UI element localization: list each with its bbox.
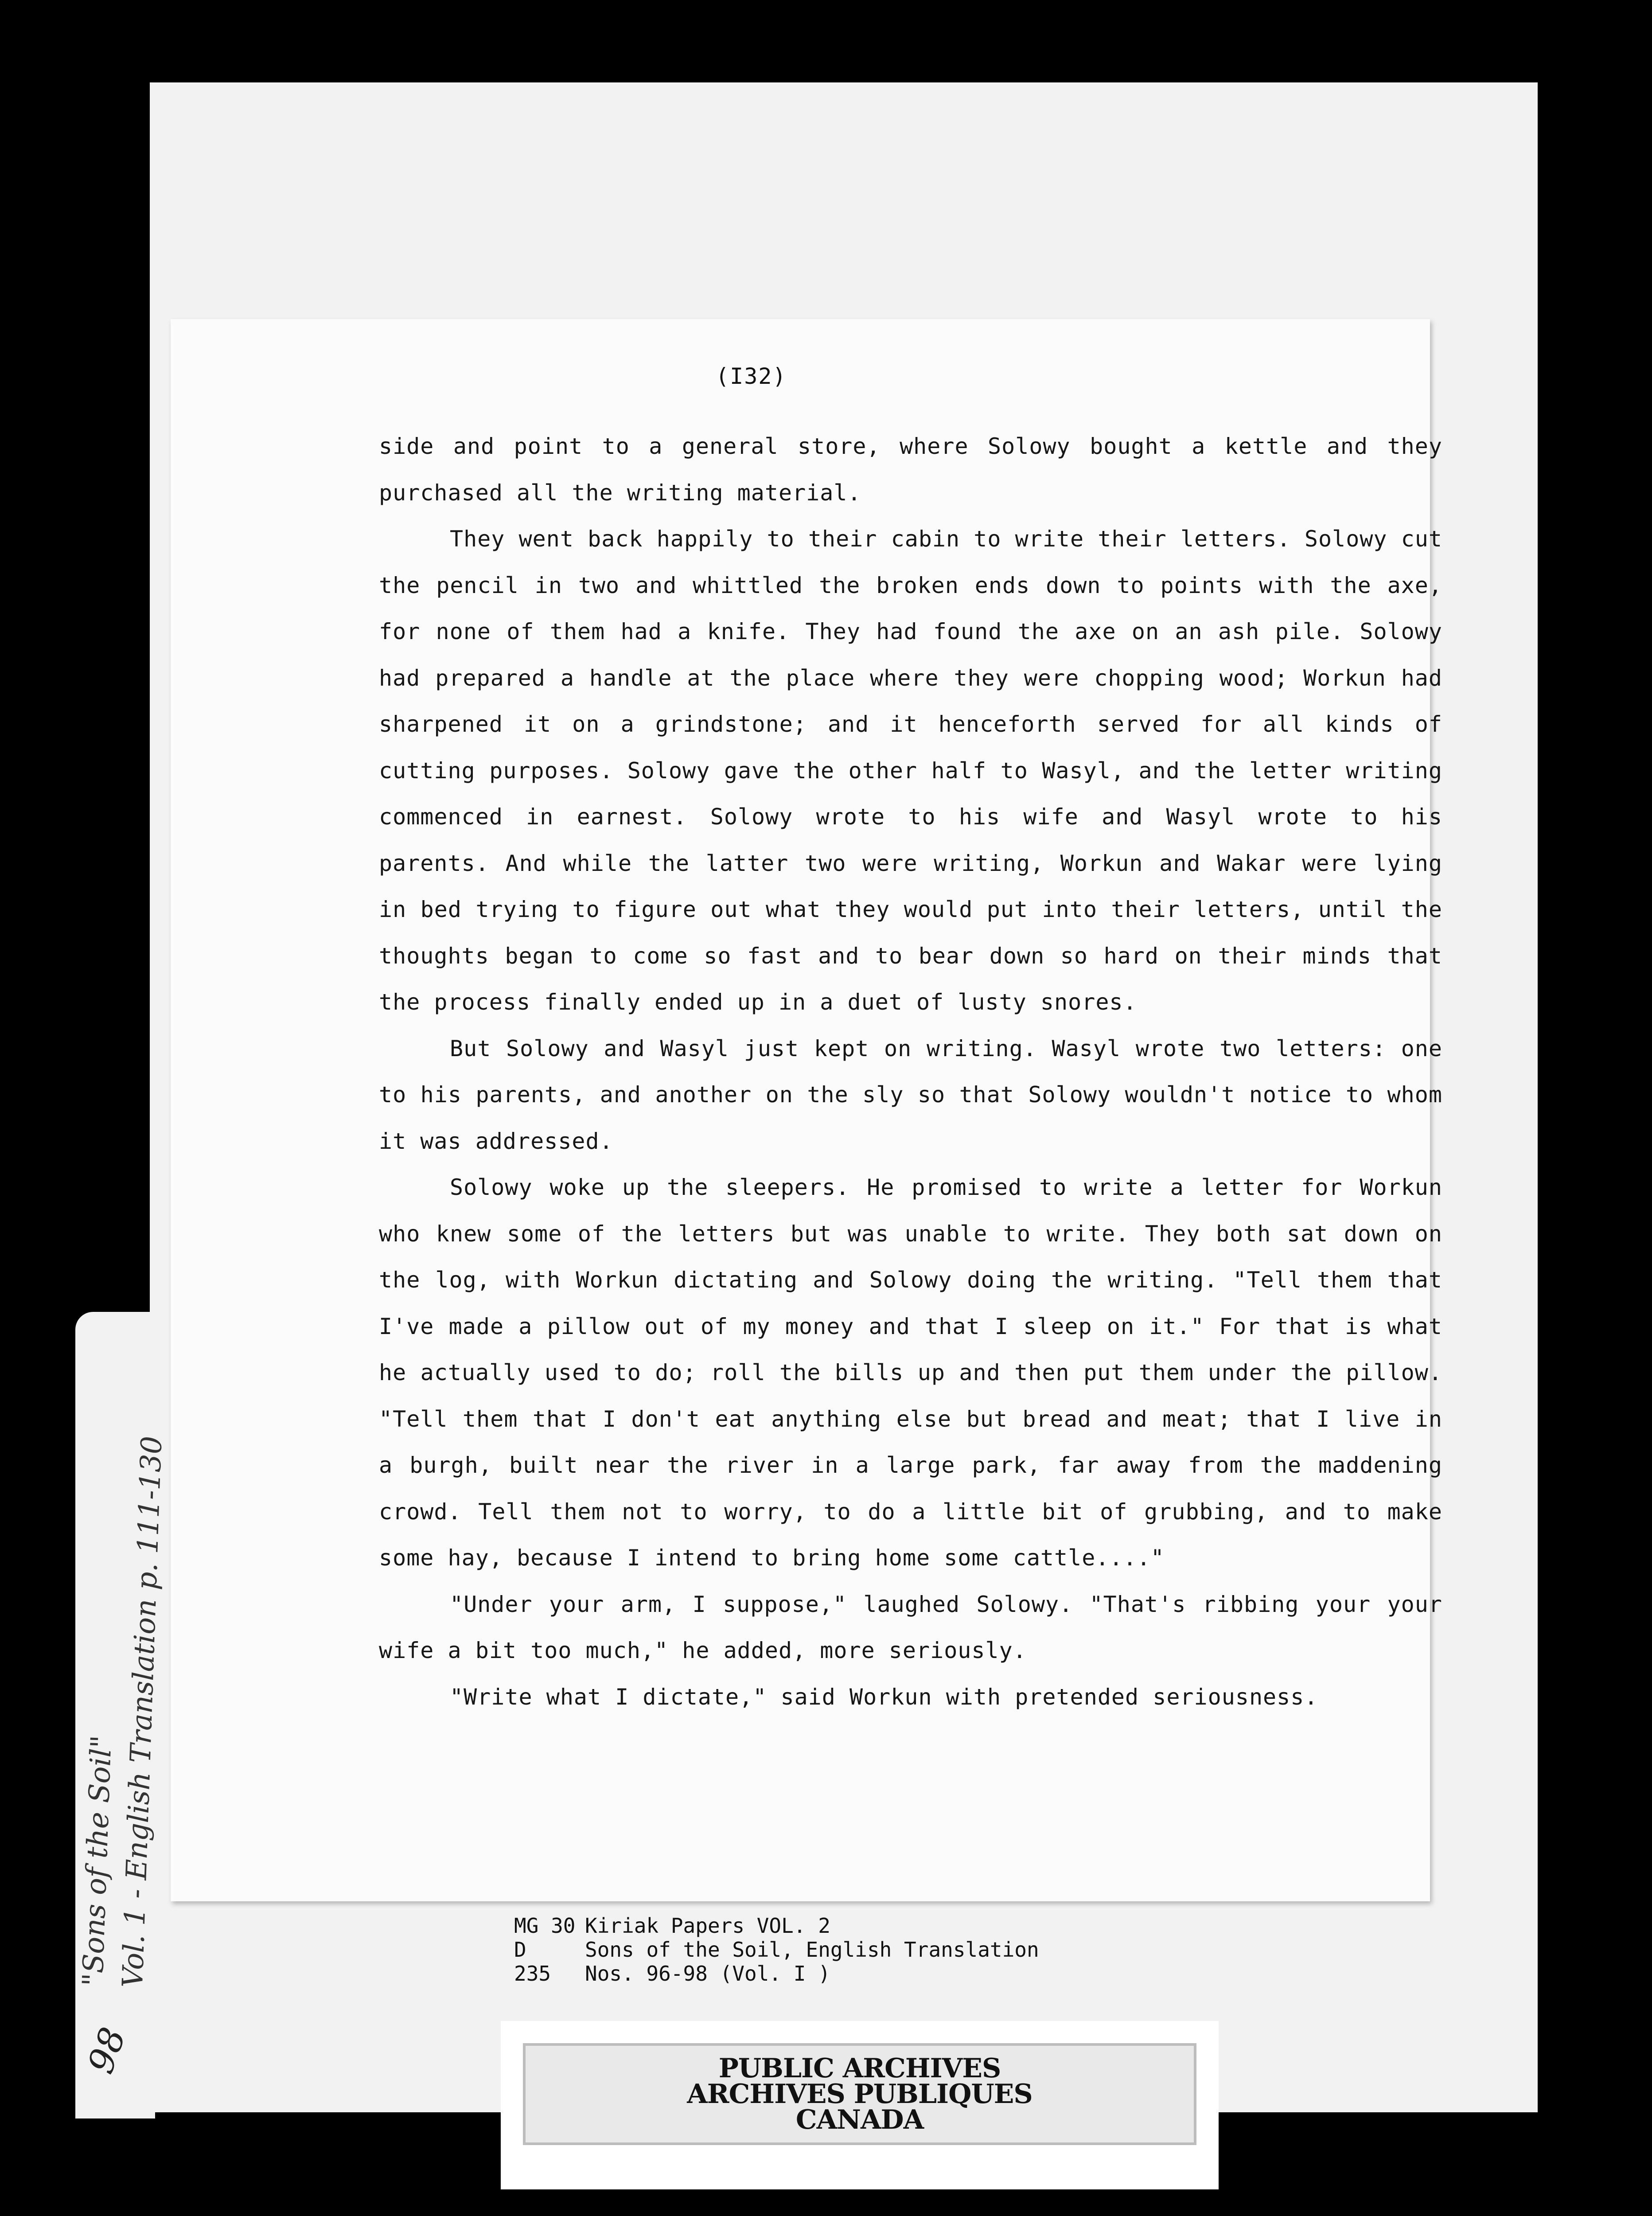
stamp-line-1: PUBLIC ARCHIVES: [718, 2053, 1001, 2084]
catalog-text: Sons of the Soil, English Translation: [585, 1938, 1039, 1962]
paragraph-2: They went back happily to their cabin to write their letters. Solowy cut the pencil in two and whittled the broken ends down to points with the axe, for none of them had a knife. They had found the axe on an ash pile. Solowy had prepared a handle at the place where they were chopping wood; Workun had sharpened it on a grindstone; and it henceforth served for all kinds of cutting purposes. Solowy gave the other half to Wasyl, and the letter writing commenced in earnest. Solowy wrote to his wife and Wasyl wrote to his parents. And while the latter two were writing, Workun and Wakar were lying in bed trying to figure out what they would put into their letters, until the thoughts began to come so fast and to bear down so hard on their minds that the process finally ended up in a duet of lusty snores.: [379, 526, 1442, 1015]
catalog-row: [514, 1938, 1039, 1962]
stamp-frame: [523, 2043, 1196, 2145]
margin-note-title: "Sons of the Soil": [76, 1734, 118, 1987]
margin-note-subtitle: Vol. 1 - English Translation p. 111-130: [116, 1435, 169, 1989]
paragraph-3: But Solowy and Wasyl just kept on writing. Wasyl wrote two letters: one to his parents, and another on the sly so that Solowy wouldn't notice to whom it was addressed.: [379, 1035, 1442, 1154]
stamp-line-3: CANADA: [795, 2104, 924, 2135]
paragraph-5: "Under your arm, I suppose," laughed Solowy. "That's ribbing your your wife a bit too much," he added, more seriously.: [379, 1591, 1442, 1663]
stamp-line-2: ARCHIVES PUBLIQUES: [687, 2079, 1032, 2110]
catalog-text: Kiriak Papers VOL. 2: [585, 1914, 830, 1938]
archives-stamp: [501, 2021, 1219, 2189]
paragraph-6: "Write what I dictate," said Workun with pretended seriousness.: [450, 1684, 1318, 1710]
catalog-text: Nos. 96-98 (Vol. I ): [585, 1962, 830, 1986]
page-body: [379, 423, 1442, 1720]
catalog-code: 235: [514, 1962, 551, 1986]
catalog-row: [514, 1962, 1039, 1986]
folio-number: 98: [79, 2022, 134, 2079]
catalog-label: [514, 1914, 1039, 1986]
catalog-row: [514, 1914, 1039, 1938]
paragraph-4: Solowy woke up the sleepers. He promised to write a letter for Workun who knew some of the letters but was unable to write. They both sat down on the log, with Workun dictating and Solowy doing the writing. "Tell them that I've made a pillow out of my money and that I sleep on it." For that is what he actually used to do; roll the bills up and then put them under the pillow. "Tell them that I don't eat anything else but bread and meat; that I live in a burgh, built near the river in a large park, far away from the maddening crowd. Tell them not to worry, to do a little bit of grubbing, and to make some hay, because I intend to bring home some cattle....": [379, 1174, 1442, 1571]
catalog-code: MG 30: [514, 1914, 576, 1938]
page-number: (I32): [716, 363, 787, 389]
paragraph-1: side and point to a general store, where Solowy bought a kettle and they purchased all the writing material.: [379, 433, 1442, 506]
catalog-code: D: [514, 1938, 526, 1962]
